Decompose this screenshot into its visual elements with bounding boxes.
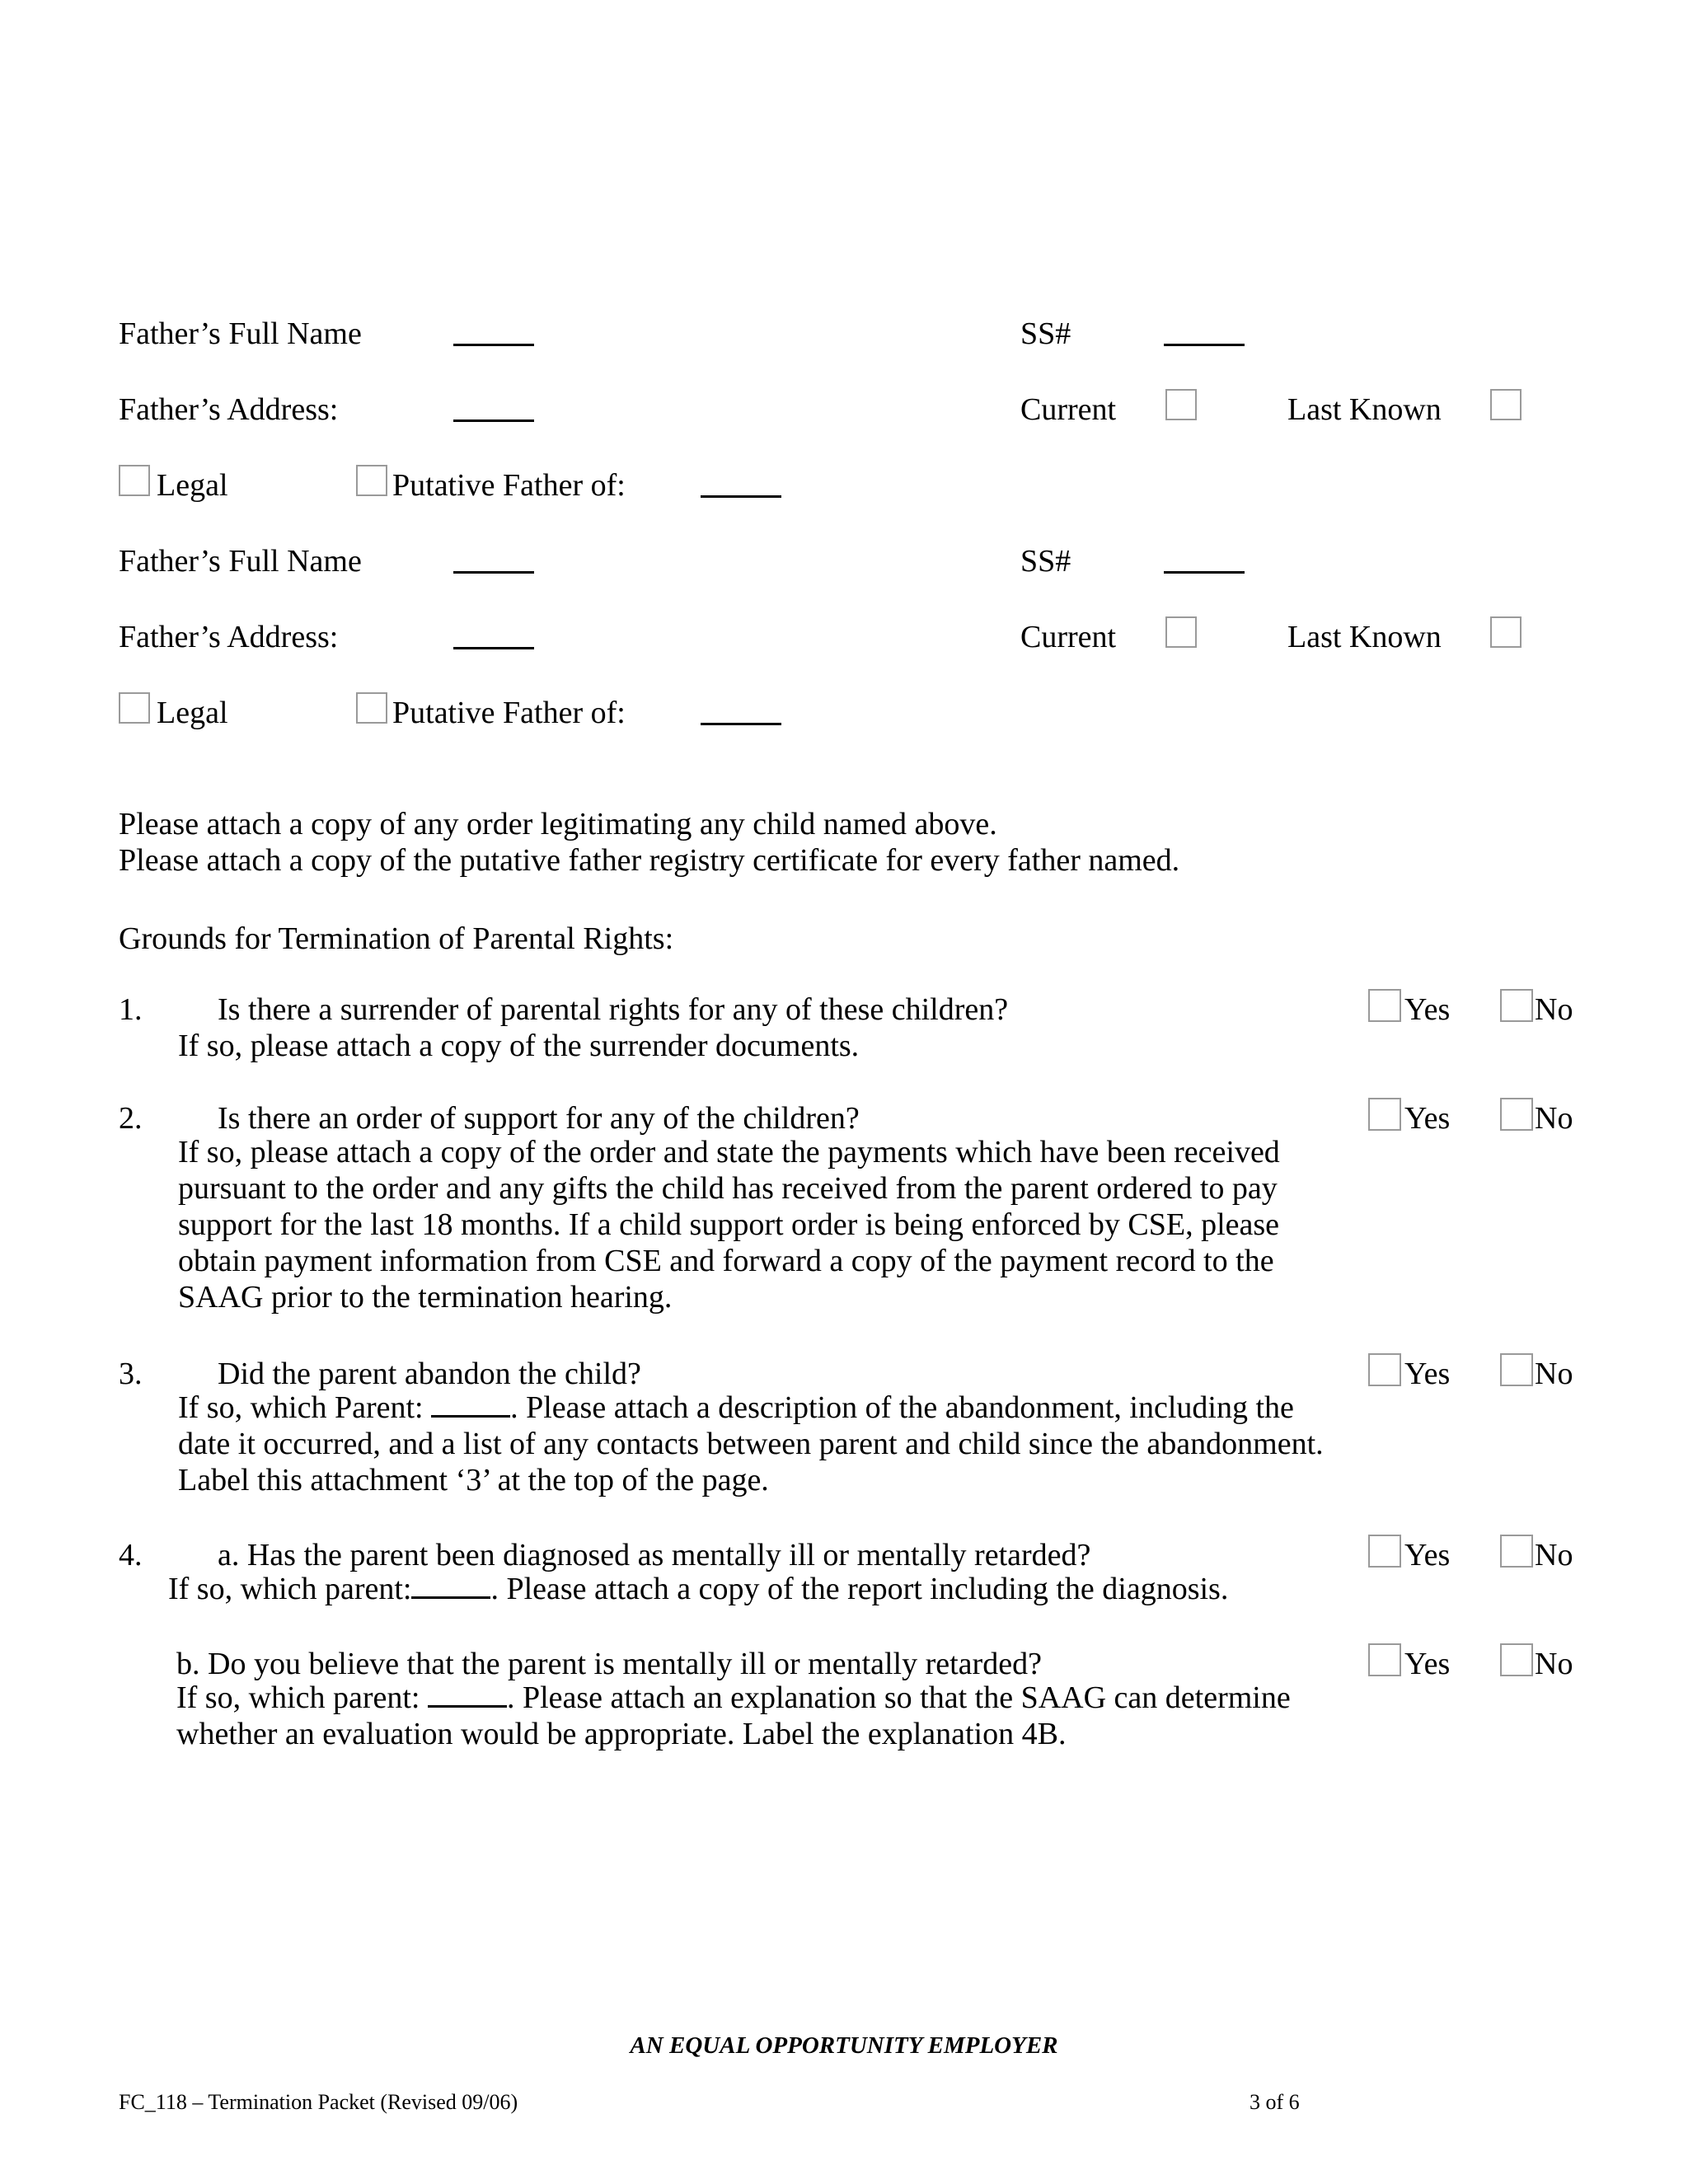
father-2-legal-checkbox[interactable] <box>119 692 150 724</box>
grounds-heading: Grounds for Termination of Parental Rights: <box>119 921 674 956</box>
footer-employer: AN EQUAL OPPORTUNITY EMPLOYER <box>630 2032 1058 2059</box>
q3-detail-pre: If so, which Parent: <box>178 1390 432 1425</box>
q1-no-checkbox[interactable] <box>1500 989 1533 1022</box>
father-2-ss-field[interactable] <box>1164 571 1245 574</box>
q2-number: 2. <box>119 1101 143 1136</box>
q2-detail-line: obtain payment information from CSE and forward a copy of the payment record to the <box>178 1244 1274 1278</box>
father-2-name-label: Father’s Full Name <box>119 544 362 579</box>
q1-detail: If so, please attach a copy of the surrender documents. <box>178 1029 860 1063</box>
father-1-ss-label: SS# <box>1020 316 1071 351</box>
attach-note-registry: Please attach a copy of the putative father registry certificate for every father named. <box>119 843 1180 878</box>
father-1-current-label: Current <box>1020 392 1117 427</box>
q4a-detail-post: . Please attach a copy of the report including the diagnosis. <box>490 1572 1229 1606</box>
father-1-last-known-checkbox[interactable] <box>1490 389 1522 420</box>
q4a-yes-label: Yes <box>1404 1538 1451 1572</box>
father-2-last-known-label: Last Known <box>1287 620 1442 654</box>
q4-number: 4. <box>119 1538 143 1572</box>
q1-yes-label: Yes <box>1404 992 1451 1027</box>
father-1-current-checkbox[interactable] <box>1165 389 1197 420</box>
father-2-last-known-checkbox[interactable] <box>1490 616 1522 648</box>
q2-detail-line: pursuant to the order and any gifts the child has received from the parent ordered to pay <box>178 1171 1278 1206</box>
q2-detail <box>178 1134 1280 1315</box>
q3-detail-line: Label this attachment ‘3’ at the top of the page. <box>178 1463 769 1497</box>
q2-detail-line: If so, please attach a copy of the order and state the payments which have been received <box>178 1135 1280 1169</box>
q3-no-label: No <box>1535 1357 1573 1391</box>
q4b-detail-line: whether an evaluation would be appropriate. Label the explanation 4B. <box>176 1717 1067 1751</box>
q1-no-label: No <box>1535 992 1573 1027</box>
q4b-detail-post: . Please attach an explanation so that the SAAG can determine <box>506 1680 1291 1715</box>
father-2-putative-field[interactable] <box>701 723 781 725</box>
q4b-detail-pre: If so, which parent: <box>176 1680 428 1715</box>
q4b-which-parent-field[interactable] <box>428 1680 507 1708</box>
q2-no-checkbox[interactable] <box>1500 1098 1533 1131</box>
q3-question: Did the parent abandon the child? <box>218 1357 641 1391</box>
q4a-detail-pre: If so, which parent: <box>168 1572 412 1606</box>
father-2-name-field[interactable] <box>453 571 534 574</box>
father-1-putative-label: Putative Father of: <box>392 468 626 503</box>
q1-yes-checkbox[interactable] <box>1368 989 1401 1022</box>
q3-number: 3. <box>119 1357 143 1391</box>
father-1-ss-field[interactable] <box>1164 344 1245 346</box>
q4b-detail-line <box>176 1680 1291 1716</box>
q3-which-parent-field[interactable] <box>431 1390 510 1418</box>
q2-question: Is there an order of support for any of the children? <box>218 1101 860 1136</box>
q4b-no-label: No <box>1535 1647 1573 1681</box>
father-1-name-label: Father’s Full Name <box>119 316 362 351</box>
q2-yes-checkbox[interactable] <box>1368 1098 1401 1131</box>
father-1-legal-checkbox[interactable] <box>119 465 150 496</box>
q4b-yes-checkbox[interactable] <box>1368 1643 1401 1676</box>
father-2-current-checkbox[interactable] <box>1165 616 1197 648</box>
q4a-no-label: No <box>1535 1538 1573 1572</box>
q4b-question: b. Do you believe that the parent is mentally ill or mentally retarded? <box>176 1647 1042 1681</box>
footer-form-id: FC_118 – Termination Packet (Revised 09/06) <box>119 2090 518 2114</box>
father-1-putative-checkbox[interactable] <box>356 465 387 496</box>
q4b-no-checkbox[interactable] <box>1500 1643 1533 1676</box>
q4a-detail-line <box>168 1571 1228 1607</box>
father-2-ss-label: SS# <box>1020 544 1071 579</box>
father-2-address-label: Father’s Address: <box>119 620 339 654</box>
q1-number: 1. <box>119 992 143 1027</box>
q3-yes-label: Yes <box>1404 1357 1451 1391</box>
attach-note-legitimation: Please attach a copy of any order legitimating any child named above. <box>119 807 997 841</box>
father-1-name-field[interactable] <box>453 344 534 346</box>
q3-detail-post: . Please attach a description of the abandonment, including the <box>510 1390 1294 1425</box>
father-1-putative-field[interactable] <box>701 495 781 498</box>
q4a-no-checkbox[interactable] <box>1500 1535 1533 1568</box>
father-1-last-known-label: Last Known <box>1287 392 1442 427</box>
q4a-which-parent-field[interactable] <box>411 1572 490 1599</box>
q4a-detail <box>168 1571 1228 1607</box>
q3-yes-checkbox[interactable] <box>1368 1353 1401 1386</box>
q2-detail-line: SAAG prior to the termination hearing. <box>178 1280 673 1315</box>
q4a-question: a. Has the parent been diagnosed as mentally ill or mentally retarded? <box>218 1538 1091 1572</box>
father-2-legal-label: Legal <box>157 696 228 730</box>
q4b-detail <box>176 1680 1291 1752</box>
q4a-yes-checkbox[interactable] <box>1368 1535 1401 1568</box>
father-1-address-label: Father’s Address: <box>119 392 339 427</box>
q3-no-checkbox[interactable] <box>1500 1353 1533 1386</box>
footer-page-number: 3 of 6 <box>1250 2090 1300 2114</box>
father-1-legal-label: Legal <box>157 468 228 503</box>
q2-yes-label: Yes <box>1404 1101 1451 1136</box>
q3-detail <box>178 1390 1324 1498</box>
father-2-putative-checkbox[interactable] <box>356 692 387 724</box>
father-2-putative-label: Putative Father of: <box>392 696 626 730</box>
q2-no-label: No <box>1535 1101 1573 1136</box>
q4b-yes-label: Yes <box>1404 1647 1451 1681</box>
q1-question: Is there a surrender of parental rights for any of these children? <box>218 992 1009 1027</box>
q2-detail-line: support for the last 18 months. If a child support order is being enforced by CSE, please <box>178 1207 1280 1242</box>
q3-detail-line <box>178 1390 1324 1426</box>
q3-detail-line: date it occurred, and a list of any contacts between parent and child since the abandonment. <box>178 1427 1324 1461</box>
attach-notes <box>119 806 1179 879</box>
father-1-address-field[interactable] <box>453 419 534 422</box>
father-2-address-field[interactable] <box>453 647 534 649</box>
father-2-current-label: Current <box>1020 620 1117 654</box>
